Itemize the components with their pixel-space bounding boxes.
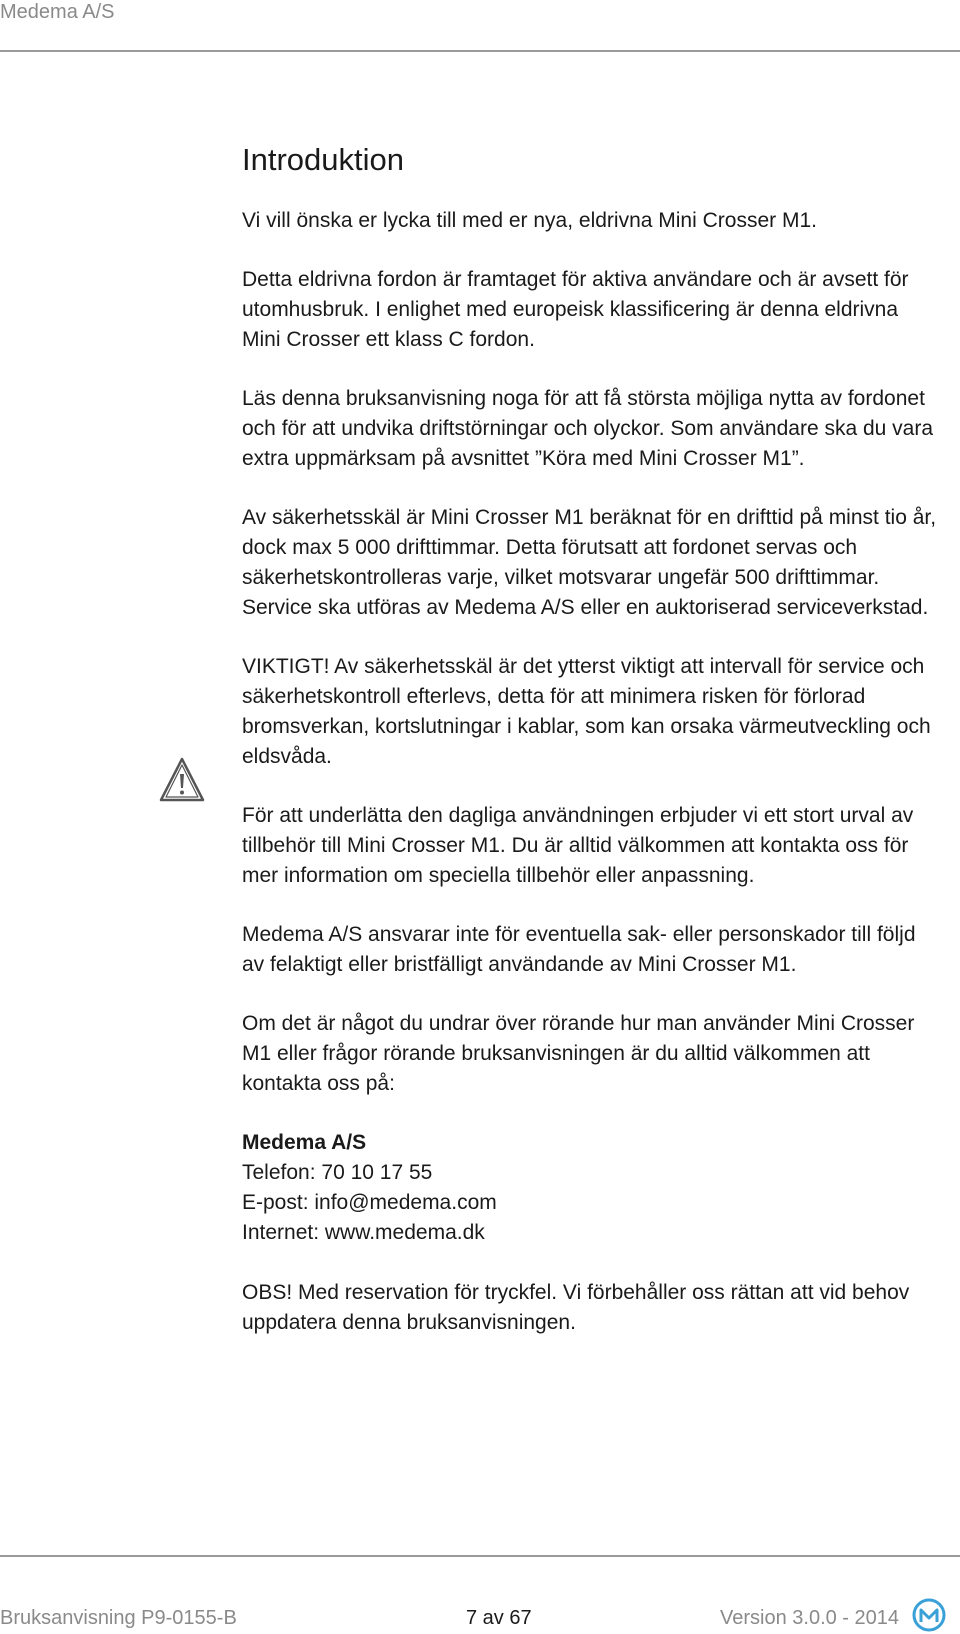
footer-document-name: Bruksanvisning P9-0155-B <box>0 1607 237 1629</box>
main-content <box>242 140 942 1367</box>
service-life-paragraph: Av säkerhetsskäl är Mini Crosser M1 beräknat för en drifttid på minst tio år, dock max 5 000 drifttimmar. Detta förutsatt att fordonet servas och säkerhetskontrolleras varje, vilket motsvarar ungefär 500 drifttimmar. Service ska utföras av Medema A/S eller en auktoriserad serviceverkstad. <box>242 506 937 619</box>
header-divider <box>0 50 960 52</box>
contact-email: E-post: info@medema.com <box>242 1191 497 1214</box>
accessories-paragraph: För att underlätta den dagliga användningen erbjuder vi ett stort urval av tillbehör till Mini Crosser M1. Du är alltid välkommen att kontakta oss för mer information om speciella tillbehör eller anpassning. <box>242 804 914 887</box>
liability-paragraph: Medema A/S ansvarar inte för eventuella sak- eller personskador till följd av felaktigt eller bristfälligt användande av Mini Crosser M1. <box>242 923 916 976</box>
footer-divider <box>0 1555 960 1557</box>
medema-logo-icon <box>912 1598 946 1632</box>
warning-triangle-icon <box>158 756 206 804</box>
contact-intro-paragraph: Om det är något du undrar över rörande hur man använder Mini Crosser M1 eller frågor rörande bruksanvisningen är du alltid välkommen att kontakta oss på: <box>242 1012 915 1095</box>
disclaimer-paragraph: OBS! Med reservation för tryckfel. Vi förbehåller oss rättan att vid behov uppdatera denna bruksanvisningen. <box>242 1281 910 1334</box>
contact-phone: Telefon: 70 10 17 55 <box>242 1161 433 1184</box>
vehicle-description-paragraph: Detta eldrivna fordon är framtaget för aktiva användare och är avsett för utomhusbruk. I enlighet med europeisk klassificering är denna eldrivna Mini Crosser ett klass C fordon. <box>242 268 909 351</box>
footer-version: Version 3.0.0 - 2014 <box>720 1607 900 1629</box>
page-title: Introduktion <box>242 142 404 177</box>
important-warning-paragraph: VIKTIGT! Av säkerhetsskäl är det ytterst viktigt att intervall för service och säkerhetskontroll efterlevs, detta för att minimera risken för förlorad bromsverkan, kortslutningar i kablar, som kan orsaka värmeutveckling och eldsvåda. <box>242 655 931 768</box>
contact-company: Medema A/S <box>242 1131 367 1154</box>
read-manual-paragraph: Läs denna bruksanvisning noga för att få största möjliga nytta av fordonet och för att undvika driftstörningar och olyckor. Som användare ska du vara extra uppmärksam på avsnittet ”Köra med Mini Crosser M1”. <box>242 387 934 470</box>
contact-block <box>242 1128 942 1248</box>
header-title: Medema A/S <box>0 1 115 23</box>
intro-paragraph: Vi vill önska er lycka till med er nya, eldrivna Mini Crosser M1. <box>242 209 817 232</box>
contact-internet: Internet: www.medema.dk <box>242 1221 485 1244</box>
footer-page-number: 7 av 67 <box>466 1607 532 1629</box>
